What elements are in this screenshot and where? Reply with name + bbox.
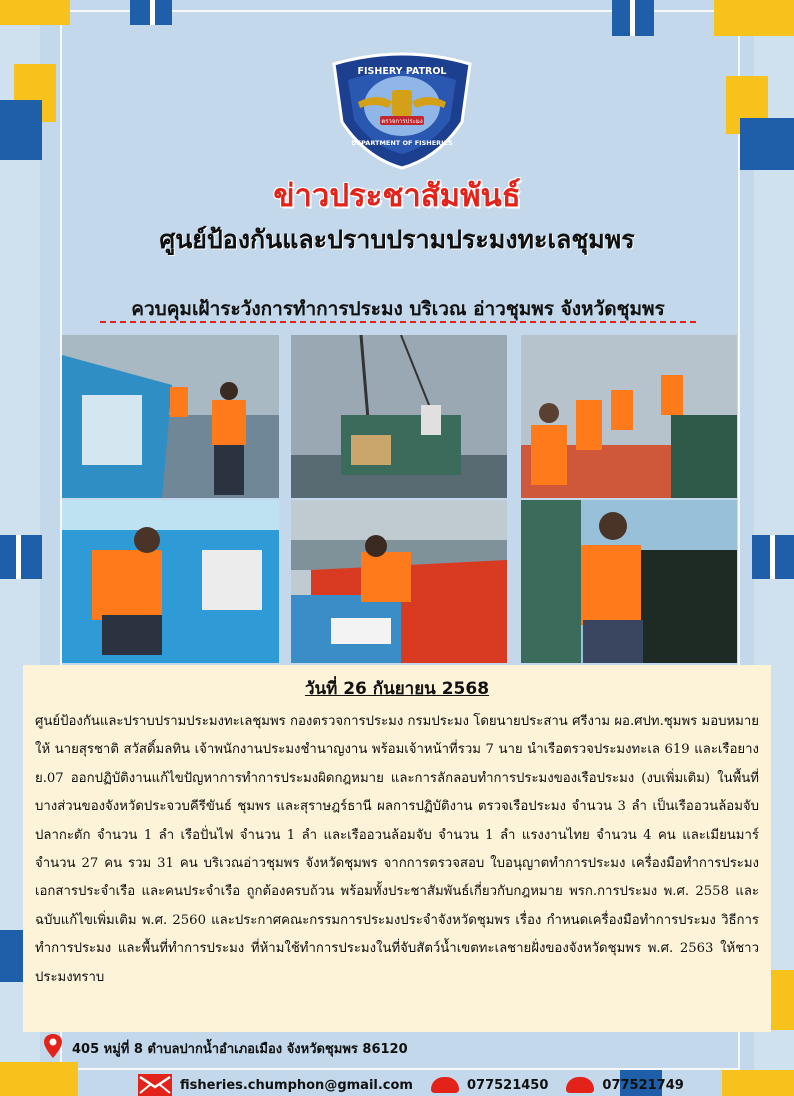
news-subtitle: ควบคุมเฝ้าระวังการทำการประมง บริเวณ อ่าวชุมพร จังหวัดชุมพร [131, 298, 665, 320]
press-release-title: ข่าวประชาสัมพันธ์ [273, 178, 521, 214]
photo-officers-on-boat-deck [62, 335, 279, 498]
photo-fishing-vessel-mast [291, 335, 507, 498]
fishery-patrol-logo [328, 50, 476, 170]
phone-number-1[interactable]: 077521450 [466, 1077, 549, 1093]
address-text: 405 หมู่ที่ 8 ตำบลปากน้ำอำเภอเมือง จังหวัดชุมพร 86120 [72, 1041, 408, 1057]
news-date: วันที่ 26 กันยายน 2568 [304, 679, 490, 699]
phone-icon [566, 1077, 594, 1093]
location-pin-icon [44, 1034, 62, 1062]
photo-crew-on-deck [521, 335, 737, 498]
decor-square [740, 118, 794, 170]
decor-square [0, 535, 42, 579]
footer-contact [138, 1074, 684, 1096]
photo-document-inspection [291, 500, 507, 663]
photo-officer-in-wheelhouse [62, 500, 279, 663]
decor-square [630, 0, 635, 36]
news-content-box [23, 665, 771, 1032]
phone-icon [431, 1077, 459, 1093]
subtitle-underline [100, 321, 696, 323]
footer-address [44, 1036, 408, 1060]
decor-square [0, 930, 24, 982]
decor-square [770, 535, 775, 579]
photo-officer-checking-nets [521, 500, 737, 663]
logo-bottom-text: DEPARTMENT OF FISHERIES [351, 139, 453, 147]
phone-number-2[interactable]: 077521749 [602, 1077, 684, 1093]
logo-center-text: ตรวจการประมง [381, 118, 423, 125]
logo-top-text: FISHERY PATROL [357, 66, 447, 77]
decor-square [714, 0, 794, 36]
email-icon [138, 1074, 172, 1096]
decor-square [150, 0, 155, 25]
decor-square [722, 1070, 794, 1096]
email-address[interactable]: fisheries.chumphon@gmail.com [180, 1077, 413, 1093]
decor-square [0, 0, 70, 25]
decor-square [16, 535, 21, 579]
news-body-text: ศูนย์ป้องกันและปราบปรามประมงทะเลชุมพร กองตรวจการประมง กรมประมง โดยนายประสาน ศรีงาม ผอ.ศปท.ชุมพร มอบหมายให้ นายสุรชาติ สวัสดิ์มลทิน เจ้าพนักงานประมงชำนาญงาน พร้อมเจ้าหน้าที่รวม 7 นาย นำเรือตรวจประมงทะเล 619 และเรือยาง ย.07 ออกปฏิบัติงานแก้ไขปัญหาการทำการประมงผิดกฎหมาย และการลักลอบทำการประมงของเรือประมง (งบเพิ่มเติม) ในพื้นที่บางส่วนของจังหวัดประจวบคีรีขันธ์ ชุมพร และสุราษฎร์ธานี ผลการปฏิบัติงาน ตรวจเรือประมง จำนวน 3 ลำ เป็นเรืออวนล้อมจับปลากะตัก จำนวน 1 ลำ เรือปั่นไฟ จำนวน 1 ลำ และเรืออวนล้อมจับ จำนวน 1 ลำ แรงงานไทย จำนวน 4 คน และเมียนมาร์ จำนวน 27 คน รวม 31 คน บริเวณอ่าวชุมพร จังหวัดชุมพร จากการตรวจสอบ ใบอนุญาตทำการประมง เครื่องมือทำการประมง เอกสารประจำเรือ และคนประจำเรือ ถูกต้องครบถ้วน พร้อมทั้งประชาสัมพันธ์เกี่ยวกับกฎหมาย พรก.การประมง พ.ศ. 2558 และฉบับแก้ไขเพิ่มเติม พ.ศ. 2560 และประกาศคณะกรรมการประมงประจำจังหวัดชุมพร เรื่อง กำหนดเครื่องมือทำการประมง วิธีการทำการประมง และพื้นที่ทำการประมง ที่ห้ามใช้ทำการประมงในที่จับสัตว์น้ำเขตทะเลชายฝั่งของจังหวัดชุมพร พ.ศ. 2563 ให้ชาวประมงทราบ [35, 714, 759, 985]
decor-square [770, 970, 794, 1030]
decor-square [0, 100, 42, 160]
decor-square [0, 1062, 78, 1096]
organization-name: ศูนย์ป้องกันและปราบปรามประมงทะเลชุมพร [159, 225, 635, 254]
